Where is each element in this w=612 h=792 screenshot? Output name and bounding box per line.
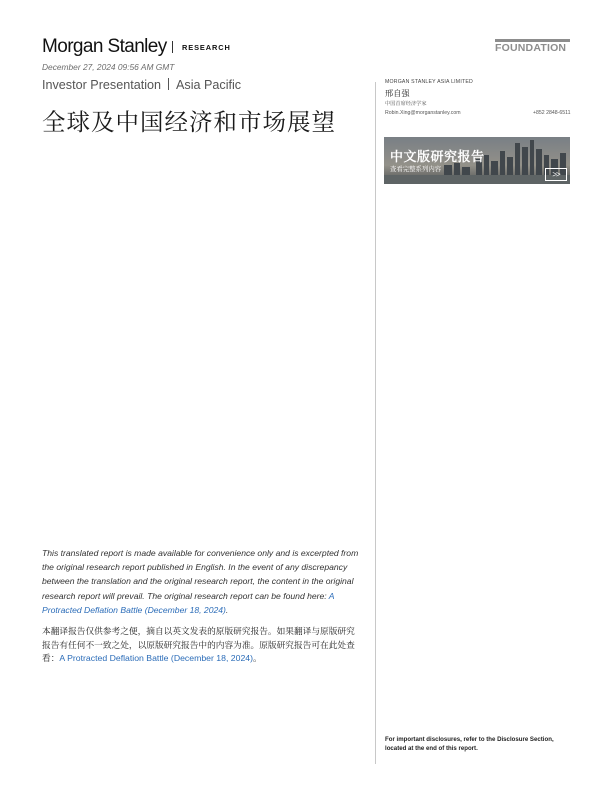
report-region: Asia Pacific [176, 78, 242, 92]
banner-title: 中文版研究报告 [390, 149, 485, 164]
analyst-title: 中国首席经济学家 [385, 101, 427, 107]
analyst-entity: MORGAN STANLEY ASIA LIMITED [385, 79, 473, 85]
foundation-badge: FOUNDATION [495, 42, 567, 54]
morgan-stanley-logo: Morgan Stanley [42, 36, 167, 57]
series-divider [168, 78, 169, 90]
research-label: RESEARCH [182, 43, 231, 52]
analyst-phone: +852 2848-6511 [533, 110, 571, 116]
disclaimer-english [42, 546, 360, 617]
page-title: 全球及中国经济和市场展望 [42, 109, 336, 135]
disclaimer-english-text: This translated report is made available for convenience only and is excerpted from the original research report published in English. In the event of any discrepancy between the translation and the original research report, the content in the original research report will prevail. The original research report can be found here: [42, 548, 359, 601]
disclaimer-chinese-text: 本翻译报告仅供参考之便，摘自以英文发表的原版研究报告。如果翻译与原版研究报告有任何不一致之处，以原版研究报告中的内容为准。原版研究报告可在此处查看： [42, 626, 355, 664]
disclaimer-chinese [42, 625, 360, 666]
disclosure-note: For important disclosures, refer to the Disclosure Section, located at the end of this report. [385, 736, 554, 752]
column-divider [375, 82, 376, 764]
report-series-line [42, 78, 241, 92]
analyst-name: 邢自强 [385, 89, 410, 98]
disclaimer-english-end: . [225, 604, 229, 615]
publish-date: December 27, 2024 09:56 AM GMT [42, 62, 175, 72]
chinese-reports-banner[interactable] [384, 137, 570, 184]
disclaimer-chinese-end: 。 [253, 653, 262, 664]
original-report-link-zh[interactable]: A Protracted Deflation Battle (December 18, 2024) [59, 653, 254, 664]
banner-subtitle: 查看完整系列内容 [390, 166, 442, 173]
report-series: Investor Presentation [42, 78, 162, 92]
logo-divider [172, 41, 173, 53]
arrow-right-icon[interactable]: >> [545, 168, 567, 181]
original-report-link-en[interactable]: A Protracted Deflation Battle (December 18, 2024) [42, 590, 335, 615]
analyst-email-link[interactable]: Robin.Xing@morganstanley.com [385, 110, 461, 116]
